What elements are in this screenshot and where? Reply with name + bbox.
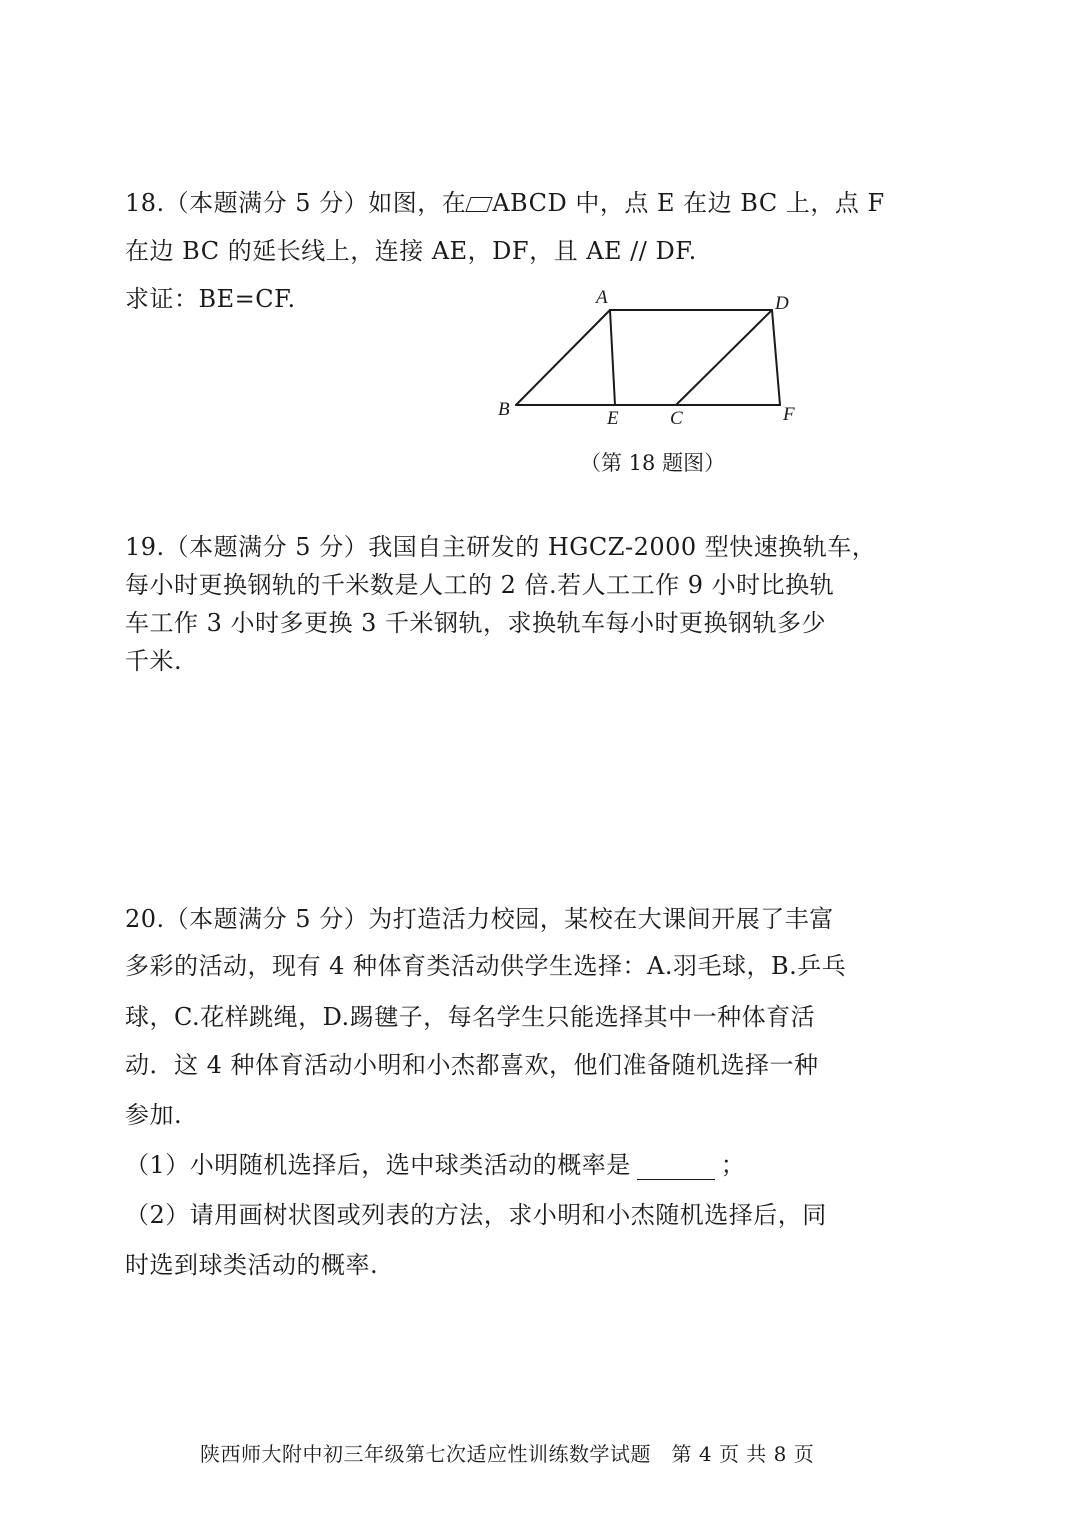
q18-line-1 bbox=[125, 183, 885, 218]
label-b: B bbox=[498, 399, 510, 420]
q20-part-2-line-1: （2）请用画树状图或列表的方法，求小明和小杰随机选择后，同 bbox=[125, 1201, 827, 1229]
q18-caption: （第 18 题图） bbox=[580, 451, 726, 475]
segment-ab bbox=[516, 310, 610, 405]
label-a: A bbox=[596, 287, 608, 308]
q20-line-1: 20.（本题满分 5 分）为打造活力校园，某校在大课间开展了丰富 bbox=[125, 905, 834, 933]
label-f: F bbox=[783, 404, 795, 425]
q18-line-3: 求证：BE=CF. bbox=[125, 285, 296, 313]
answer-blank[interactable] bbox=[637, 1155, 715, 1180]
q18-line-1-post: ABCD 中，点 E 在边 BC 上，点 F bbox=[492, 189, 885, 217]
label-c: C bbox=[670, 408, 683, 429]
q19-line-2: 每小时更换钢轨的千米数是人工的 2 倍.若人工工作 9 小时比换轨 bbox=[125, 571, 835, 599]
segment-cd bbox=[676, 310, 772, 405]
q20-line-4: 动．这 4 种体育活动小明和小杰都喜欢，他们准备随机选择一种 bbox=[125, 1051, 819, 1079]
q20-part-1-text: （1）小明随机选择后，选中球类活动的概率是 bbox=[125, 1151, 631, 1179]
parallelogram-symbol-icon bbox=[465, 197, 492, 212]
page-footer: 陕西师大附中初三年级第七次适应性训练数学试题 第 4 页 共 8 页 bbox=[200, 1442, 815, 1466]
segment-ae bbox=[610, 310, 615, 405]
q20-line-3: 球，C.花样跳绳，D.踢毽子，每名学生只能选择其中一种体育活 bbox=[125, 1003, 816, 1031]
q18-figure bbox=[490, 285, 820, 435]
q20-line-2: 多彩的活动，现有 4 种体育类活动供学生选择：A.羽毛球，B.乒乓 bbox=[125, 952, 847, 980]
q18-line-2: 在边 BC 的延长线上，连接 AE，DF，且 AE // DF. bbox=[125, 237, 697, 265]
q20-part-2-line-2: 时选到球类活动的概率. bbox=[125, 1251, 379, 1279]
label-e: E bbox=[607, 408, 619, 429]
label-d: D bbox=[775, 293, 789, 314]
q20-part-1-end: ； bbox=[720, 1151, 746, 1179]
q20-line-5: 参加. bbox=[125, 1101, 183, 1129]
q19-line-3: 车工作 3 小时多更换 3 千米钢轨，求换轨车每小时更换钢轨多少 bbox=[125, 609, 827, 637]
q18-line-1-pre: 18.（本题满分 5 分）如图，在 bbox=[125, 189, 467, 217]
segment-df bbox=[772, 310, 780, 405]
q19-line-4: 千米. bbox=[125, 647, 183, 675]
q19-line-1: 19.（本题满分 5 分）我国自主研发的 HGCZ-2000 型快速换轨车， bbox=[125, 533, 877, 561]
q20-part-1 bbox=[125, 1145, 745, 1180]
